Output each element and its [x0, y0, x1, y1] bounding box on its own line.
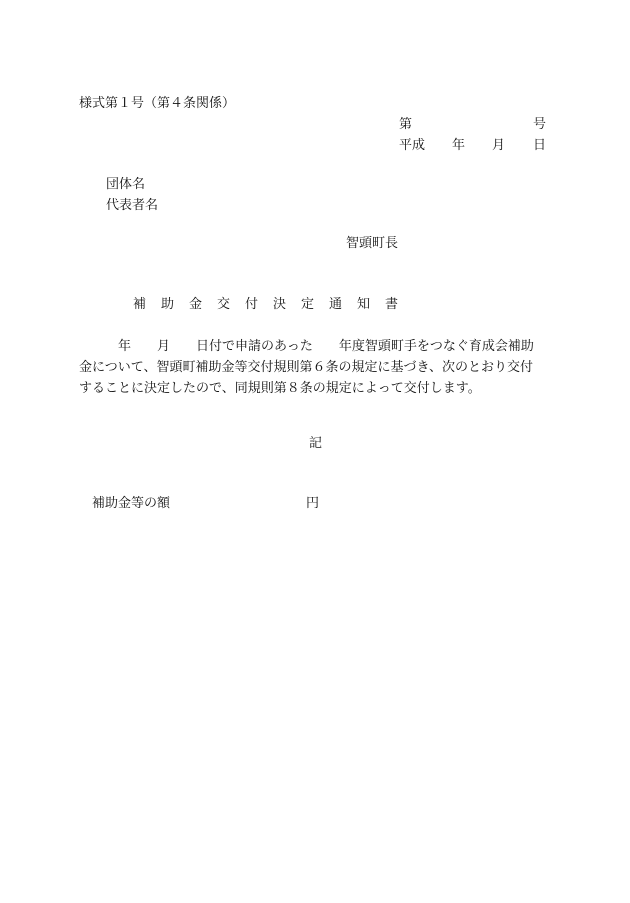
body-line-2: 金について、智頭町補助金等交付規則第６条の規定に基づき、次のとおり交付: [79, 360, 533, 375]
body-paragraph: [79, 336, 551, 399]
title-char: 決: [273, 297, 287, 312]
title-char: 金: [189, 297, 203, 312]
representative-name-label: 代表者名: [106, 198, 159, 213]
yen-unit: 円: [306, 496, 320, 511]
body-line-1: 年 月 日付で申請のあった 年度智頭町手をつなぐ育成会補助: [79, 339, 534, 354]
date-day: 日: [533, 138, 547, 153]
body-line-3: することに決定したので、同規則第８条の規定によって交付します。: [79, 381, 481, 396]
title-char: 知: [357, 297, 371, 312]
title-char: 助: [161, 297, 175, 312]
organization-name-label: 団体名: [106, 177, 146, 192]
form-number: 様式第１号（第４条関係）: [79, 96, 236, 111]
subsidy-amount-label: 補助金等の額: [92, 496, 171, 511]
title-char: 定: [301, 297, 315, 312]
document-number-suffix: 号: [533, 117, 547, 132]
document-title: [133, 298, 413, 311]
date-era: 平成: [399, 138, 426, 153]
date-month: 月: [492, 138, 506, 153]
title-char: 交: [217, 297, 231, 312]
date-year: 年: [452, 138, 466, 153]
title-char: 補: [133, 297, 147, 312]
document-number-prefix: 第: [399, 117, 413, 132]
ki-heading: 記: [309, 436, 323, 451]
title-char: 通: [329, 297, 343, 312]
title-char: 付: [245, 297, 259, 312]
issuer-name: 智頭町長: [346, 236, 399, 251]
title-char: 書: [385, 297, 399, 312]
